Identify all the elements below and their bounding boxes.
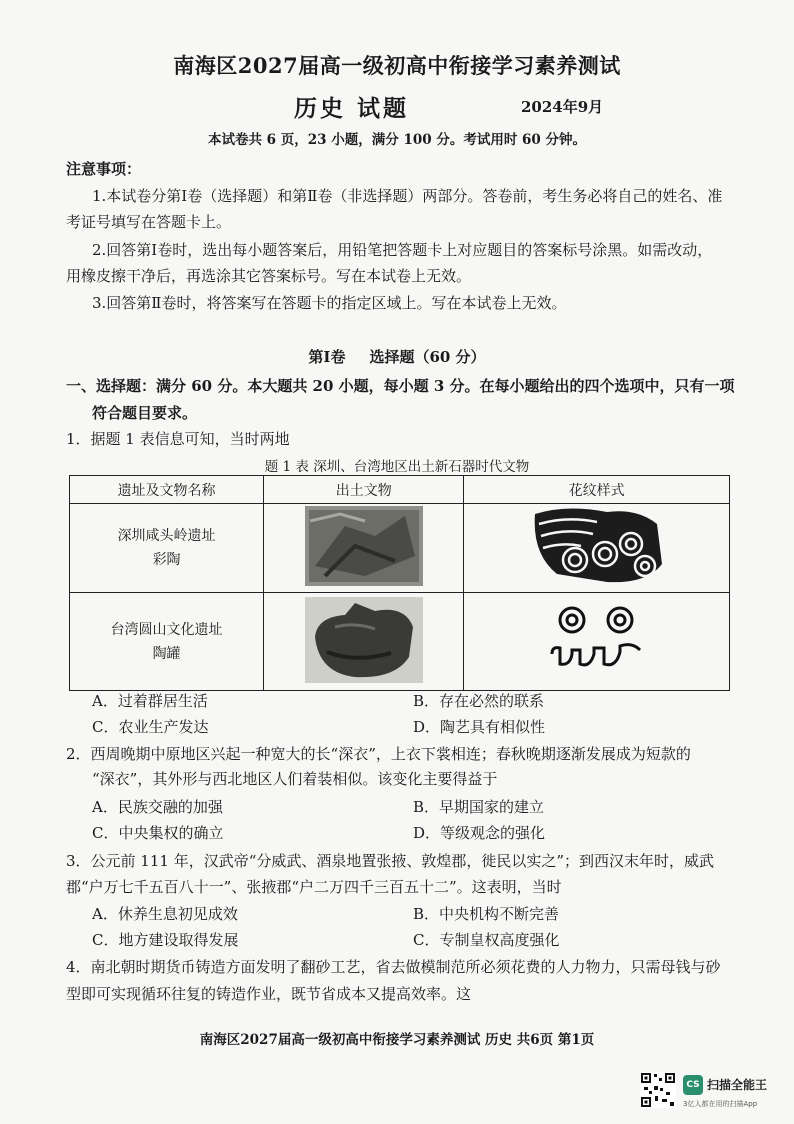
q1-option-b: B．存在必然的联系 — [413, 692, 545, 710]
scanner-logo: CS — [683, 1075, 703, 1095]
table-header-artifact: 出土文物 — [264, 476, 464, 504]
notice-item-3: 3.回答第Ⅱ卷时，将答案写在答题卡的指定区域上。写在本试卷上无效。 — [92, 294, 567, 312]
q3-option-c: C．地方建设取得发展 — [92, 931, 239, 949]
table-cell-photo-2 — [264, 593, 464, 691]
question-3-stem: 3．公元前 111 年，汉武帝“分威武、酒泉地置张掖、敦煌郡，徙民以实之”；到西汉末年时，威武 — [66, 852, 715, 870]
section-heading — [0, 346, 794, 367]
exam-info: 本试卷共 6 页，23 小题，满分 100 分。考试用时 60 分钟。 — [207, 132, 587, 148]
artifact-table — [69, 475, 730, 691]
q2-option-d: D．等级观念的强化 — [413, 824, 546, 842]
q2-option-c: C．中央集权的确立 — [92, 824, 224, 842]
q1-option-c: C．农业生产发达 — [92, 718, 209, 736]
q3-option-a: A．休养生息初见成效 — [92, 905, 238, 923]
section-instruction-cont: 符合题目要求。 — [92, 404, 198, 422]
subject-title: 历史 试题 — [294, 95, 410, 122]
exam-date: 2024年9月 — [521, 98, 604, 116]
q2-option-a: A．民族交融的加强 — [92, 798, 223, 816]
question-4-stem-cont: 型即可实现循环往复的铸造作业，既节省成本又提高效率。这 — [66, 985, 472, 1003]
table-cell-pattern-1 — [464, 504, 730, 593]
notice-item-2-cont: 用橡皮擦干净后，再选涂其它答案标号。写在本试卷上无效。 — [66, 267, 472, 285]
artifact-name-1: 彩陶 — [152, 552, 181, 568]
q1-option-a: A．过着群居生活 — [92, 692, 208, 710]
section-part: 第Ⅰ卷 — [308, 348, 346, 366]
painted-pottery-photo — [305, 506, 423, 586]
table-header-site: 遗址及文物名称 — [70, 476, 264, 504]
site-name-1: 深圳咸头岭遗址 — [117, 528, 216, 544]
q1-option-d: D．陶艺具有相似性 — [413, 718, 546, 736]
concentric-circle-pattern — [527, 504, 667, 588]
page-footer: 南海区2027届高一级初高中衔接学习素养测试 历史 共6页 第1页 — [199, 1032, 595, 1048]
question-4-stem: 4．南北朝时期货币铸造方面发明了翻砂工艺，省去做模制范所必须花费的人力物力，只需母钱与砂 — [66, 958, 721, 976]
table-caption: 题 1 表 深圳、台湾地区出土新石器时代文物 — [264, 459, 530, 475]
q3-option-d: C．专制皇权高度强化 — [413, 931, 560, 949]
q2-option-b: B．早期国家的建立 — [413, 798, 545, 816]
notice-heading: 注意事项： — [66, 160, 142, 178]
scanner-tagline: 3亿人都在用的扫描App — [683, 1100, 758, 1108]
table-cell-pattern-2 — [464, 593, 730, 691]
question-2-stem: 2．西周晚期中原地区兴起一种宽大的长“深衣”，上衣下裳相连；春秋晚期逐渐发展成为短款的 — [66, 745, 691, 763]
table-cell-site-1 — [70, 504, 264, 593]
table-header-pattern: 花纹样式 — [464, 476, 730, 504]
question-3-stem-cont: 郡“户万七千五百八十一”、张掖郡“户二万四千三百五十二”。这表明，当时 — [66, 878, 562, 896]
pottery-jar-photo — [305, 597, 423, 683]
artifact-name-2: 陶罐 — [152, 645, 181, 662]
notice-item-1-cont: 考证号填写在答题卡上。 — [66, 213, 232, 231]
section-name: 选择题（60 分） — [369, 348, 486, 366]
scanner-app-name: 扫描全能王 — [707, 1078, 768, 1092]
question-2-stem-cont: “深衣”，其外形与西北地区人们着装相似。该变化主要得益于 — [92, 770, 498, 788]
site-name-2: 台湾圆山文化遗址 — [110, 621, 223, 638]
notice-item-2: 2.回答第Ⅰ卷时，选出每小题答案后，用铅笔把答题卡上对应题目的答案标号涂黑。如需改动， — [92, 241, 713, 259]
exam-title: 南海区2027届高一级初高中衔接学习素养测试 — [173, 53, 621, 78]
table-cell-site-2 — [70, 593, 264, 691]
table-cell-photo-1 — [264, 504, 464, 593]
q3-option-b: B．中央机构不断完善 — [413, 905, 560, 923]
eye-wave-pattern — [542, 598, 652, 682]
qr-code-icon — [640, 1072, 676, 1108]
question-1-stem: 1．据题 1 表信息可知，当时两地 — [66, 430, 290, 448]
section-instruction: 一、选择题：满分 60 分。本大题共 20 小题，每小题 3 分。在每小题给出的四个选项中，只有一项 — [66, 377, 735, 395]
notice-item-1: 1.本试卷分第Ⅰ卷（选择题）和第Ⅱ卷（非选择题）两部分。答卷前，考生务必将自己的姓名、准 — [92, 187, 723, 205]
